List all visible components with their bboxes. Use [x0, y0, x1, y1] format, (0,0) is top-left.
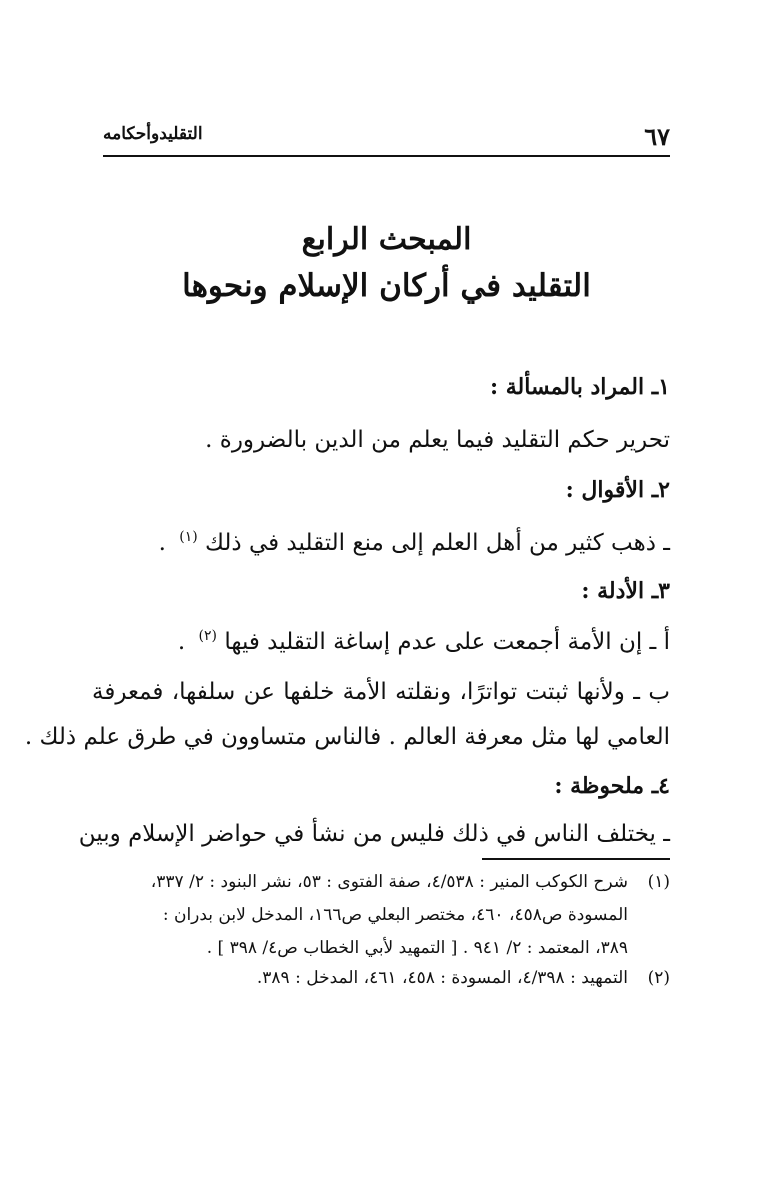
paragraph-meaning: تحرير حكم التقليد فيما يعلم من الدين بالضرورة .: [205, 427, 670, 453]
page-header: [103, 118, 670, 154]
footnote-ref-2: (٢): [198, 628, 218, 645]
paragraph-evidence-a: [92, 622, 670, 662]
heading-meaning: ١ـ المراد بالمسألة :: [489, 374, 670, 400]
heading-opinions: ٢ـ الأقوال :: [565, 477, 670, 503]
footnote-1-line-3: ٣٨٩، المعتمد : ٢/ ٩٤١ . [ التمهيد لأبي الخطاب ص٤/ ٣٩٨ ] .: [206, 938, 628, 958]
header-rule: [103, 155, 670, 157]
footnote-rule: [482, 858, 670, 860]
heading-note: ٤ـ ملحوظة :: [554, 773, 670, 799]
paragraph-opinions-end: .: [158, 530, 166, 556]
paragraph-evidence-b-line-2: العامي لها مثل معرفة العالم . فالناس متساوون في طرق علم ذلك .: [24, 724, 670, 750]
section-title: التقليد في أركان الإسلام ونحوها: [182, 268, 591, 304]
paragraph-evidence-a-end: .: [177, 629, 186, 655]
heading-evidence: ٣ـ الأدلة :: [581, 578, 670, 604]
page-number: ٦٧: [644, 122, 670, 151]
paragraph-opinions-text: ـ ذهب كثير من أهل العلم إلى منع التقليد في ذلك: [205, 530, 670, 556]
paragraph-opinions: [92, 523, 670, 563]
footnote-1-number: (١): [647, 872, 670, 892]
section-label: المبحث الرابع: [301, 222, 472, 257]
footnote-1-line-2: المسودة ص٤٥٨، ٤٦٠، مختصر البعلي ص١٦٦، المدخل لابن بدران :: [162, 905, 628, 925]
paragraph-evidence-b-line-1: ب ـ ولأنها ثبتت تواترًا، ونقلته الأمة خلفها عن سلفها، فمعرفة: [92, 679, 670, 705]
footnote-2-number: (٢): [647, 968, 670, 988]
footnote-2-line-1: التمهيد : ٤/٣٩٨، المسودة : ٤٥٨، ٤٦١، المدخل : ٣٨٩.: [256, 968, 628, 988]
paragraph-note: ـ يختلف الناس في ذلك فليس من نشأ في حواضر الإسلام وبين: [78, 821, 670, 847]
footnote-1-line-1: شرح الكوكب المنير : ٤/٥٣٨، صفة الفتوى : ٥٣، نشر البنود : ٢/ ٣٣٧،: [150, 872, 628, 892]
footnote-2: [92, 962, 670, 995]
footnote-1: [92, 866, 670, 965]
paragraph-evidence-a-text: أ ـ إن الأمة أجمعت على عدم إساغة التقليد فيها: [224, 629, 670, 655]
running-title: التقليدوأحكامه: [103, 124, 203, 144]
footnote-ref-1: (١): [179, 529, 198, 546]
